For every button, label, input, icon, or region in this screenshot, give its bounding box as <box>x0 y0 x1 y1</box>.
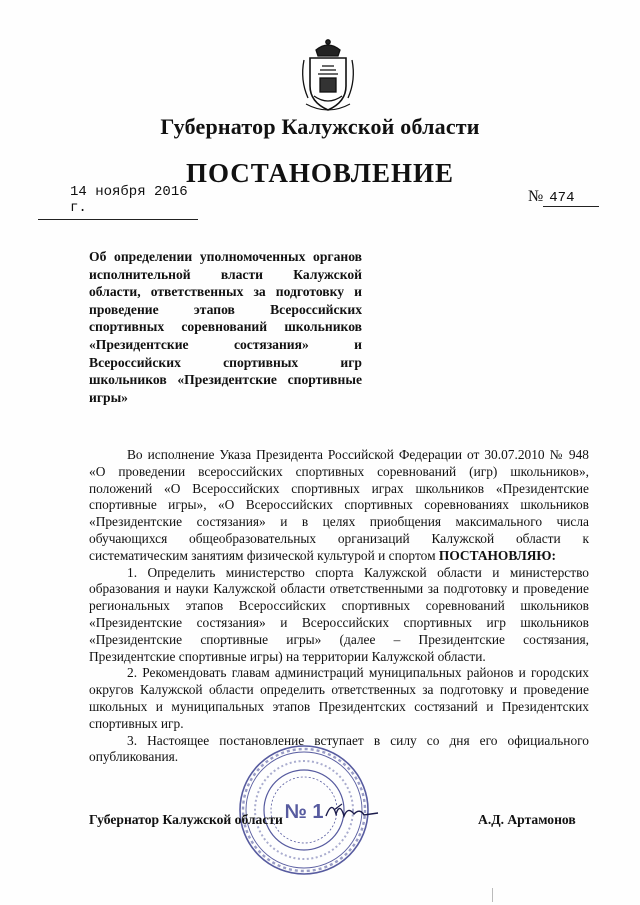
signatory-name: А.Д. Артамонов <box>478 812 576 827</box>
intro-paragraph <box>89 447 589 565</box>
issuer-title: Губернатор Калужской области <box>160 114 480 139</box>
number-value: 474 <box>543 190 599 207</box>
document-date <box>38 184 198 220</box>
coat-of-arms-icon <box>296 36 360 114</box>
signatory-title: Губернатор Калужской области <box>89 812 283 827</box>
number-label: № <box>528 188 544 205</box>
date-value: 14 ноября 2016 г. <box>70 184 188 216</box>
seal-number: № 1 <box>284 801 324 823</box>
document-body <box>89 447 589 766</box>
decree-word: ПОСТАНОВЛЯЮ: <box>438 547 556 563</box>
scan-mark <box>492 888 493 902</box>
document-number <box>528 188 612 207</box>
date-underline <box>38 216 198 220</box>
signature-icon <box>324 796 380 822</box>
document-subject: Об определении уполномоченных органов исполнительной власти Калужской области, ответственных за подготовку и проведение этапов Всероссийских спортивных соревнований школьников «Президентские состязания» и Всероссийских спортивных игр школьников «Президентские спортивные игры» <box>89 249 362 405</box>
document-type-heading: ПОСТАНОВЛЕНИЕ <box>185 158 455 188</box>
item-1: 1. Определить министерство спорта Калужской области и министерство образования и науки Калужской области ответственными за подготовку и проведение региональных этапов Всероссийских спортивных соревнований школьников «Президентские состязания» и Всероссийских спортивных игр школьников «Президентские спортивные игры» (далее – Президентские состязания, Президентские спортивные игры) на территории Калужской области. <box>89 564 589 664</box>
intro-text: Во исполнение Указа Президента Российской Федерации от 30.07.2010 № 948 «О проведении всероссийских спортивных соревнований (игр) школьников», положений «О Всероссийских спортивных играх школьников «Президентские спортивные игры», «О Всероссийских спортивных соревнованиях школьников «Президентские состязания» и в целях приобщения максимального числа обучающихся общеобразовательных организаций Калужской области к систематическим занятиям физической культурой и спортом <box>89 447 589 563</box>
item-2: 2. Рекомендовать главам администраций муниципальных районов и городских округов Калужской области определить ответственных за подготовку и проведение школьных и муниципальных этапов Президентских состязаний и Президентских спортивных игр. <box>89 665 589 731</box>
item-3: 3. Настоящее постановление вступает в силу со дня его официального опубликования. <box>89 732 589 765</box>
